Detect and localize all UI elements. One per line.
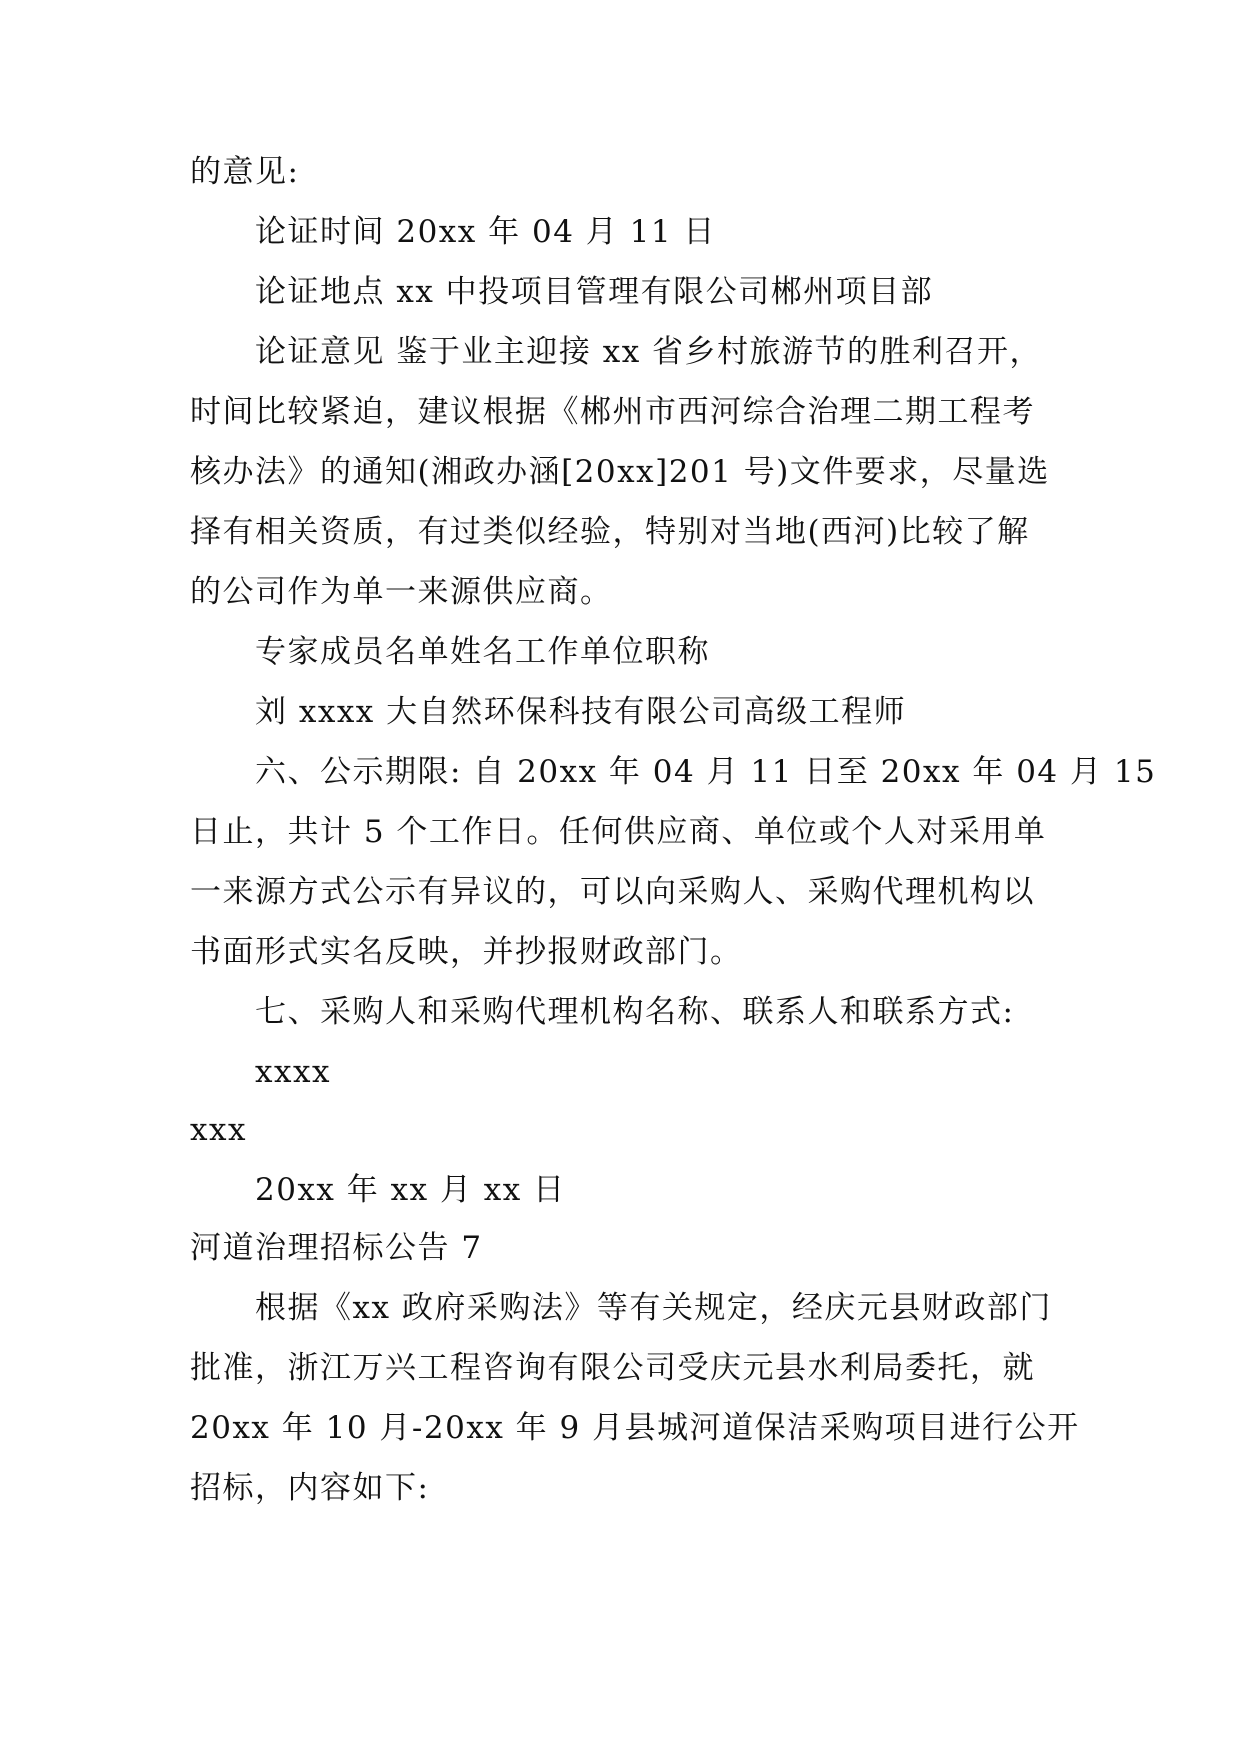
text-line: xxxx xyxy=(255,1054,331,1090)
text-line: 核办法》的通知(湘政办涵[20xx]201 号)文件要求，尽量选 xyxy=(190,454,1050,490)
text-line: 书面形式实名反映，并抄报财政部门。 xyxy=(190,934,743,970)
text-line: 的公司作为单一来源供应商。 xyxy=(190,574,613,610)
text-line: 根据《xx 政府采购法》等有关规定，经庆元县财政部门 xyxy=(255,1290,1052,1326)
text-line: 七、采购人和采购代理机构名称、联系人和联系方式: xyxy=(255,994,1015,1030)
text-line: 刘 xxxx 大自然环保科技有限公司高级工程师 xyxy=(255,694,907,730)
text-line: 的意见: xyxy=(190,154,300,190)
text-line: 论证意见 鉴于业主迎接 xx 省乡村旅游节的胜利召开， xyxy=(255,334,1043,370)
text-line: 批准，浙江万兴工程咨询有限公司受庆元县水利局委托，就 xyxy=(190,1350,1035,1386)
text-line: 择有相关资质，有过类似经验，特别对当地(西河)比较了解 xyxy=(190,514,1030,550)
text-line: 六、公示期限: 自 20xx 年 04 月 11 日至 20xx 年 04 月 15 xyxy=(255,754,1157,790)
text-line: 论证时间 20xx 年 04 月 11 日 xyxy=(255,214,716,250)
section-title: 河道治理招标公告 7 xyxy=(190,1230,483,1266)
text-line: 日止，共计 5 个工作日。任何供应商、单位或个人对采用单 xyxy=(190,814,1047,850)
text-line: 专家成员名单姓名工作单位职称 xyxy=(255,634,710,670)
text-line: xxx xyxy=(190,1112,247,1148)
text-line: 论证地点 xx 中投项目管理有限公司郴州项目部 xyxy=(255,274,934,310)
text-line: 时间比较紧迫，建议根据《郴州市西河综合治理二期工程考 xyxy=(190,394,1035,430)
text-line: 20xx 年 10 月-20xx 年 9 月县城河道保洁采购项目进行公开 xyxy=(190,1410,1080,1446)
text-line: 一来源方式公示有异议的，可以向采购人、采购代理机构以 xyxy=(190,874,1035,910)
text-line: 招标，内容如下: xyxy=(190,1470,430,1506)
date-line: 20xx 年 xx 月 xx 日 xyxy=(255,1172,566,1208)
